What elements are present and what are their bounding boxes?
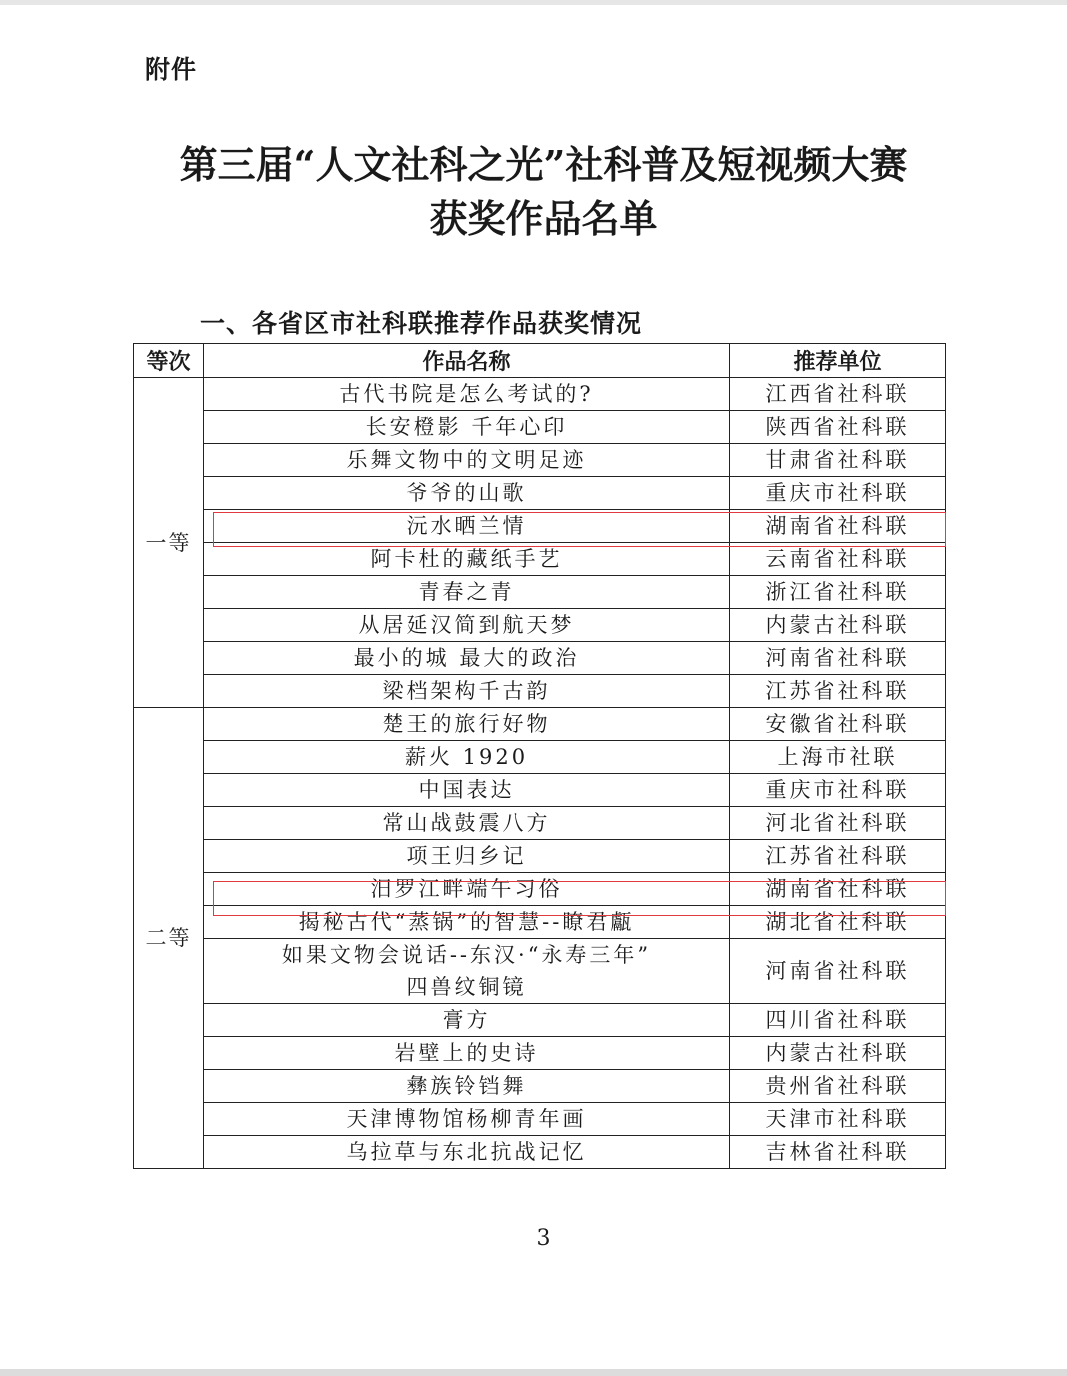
unit-cell: 四川省社科联 [730, 1004, 946, 1037]
table-row [134, 1136, 946, 1169]
page-title [40, 138, 1047, 246]
unit-cell: 湖南省社科联 [730, 873, 946, 906]
unit-cell: 甘肃省社科联 [730, 444, 946, 477]
table-row [134, 807, 946, 840]
unit-cell: 重庆市社科联 [730, 774, 946, 807]
table-row [134, 411, 946, 444]
work-name-cell: 楚王的旅行好物 [204, 708, 730, 741]
work-name-cell: 从居延汉简到航天梦 [204, 609, 730, 642]
table-row [134, 708, 946, 741]
header-tier: 等次 [134, 344, 204, 378]
work-name-cell: 最小的城 最大的政治 [204, 642, 730, 675]
unit-cell: 湖南省社科联 [730, 510, 946, 543]
unit-cell: 河南省社科联 [730, 939, 946, 1004]
title-line-1: 第三届“人文社科之光”社科普及短视频大赛 [179, 142, 908, 187]
header-work-name: 作品名称 [204, 344, 730, 378]
work-name-cell: 薪火 1920 [204, 741, 730, 774]
table-row [134, 1070, 946, 1103]
unit-cell: 湖北省社科联 [730, 906, 946, 939]
table-row [134, 939, 946, 1004]
table-row [134, 1037, 946, 1070]
table-row [134, 675, 946, 708]
work-name-cell: 中国表达 [204, 774, 730, 807]
work-name-cell: 膏方 [204, 1004, 730, 1037]
table-row-highlighted [134, 510, 946, 543]
work-name-cell: 爷爷的山歌 [204, 477, 730, 510]
work-name-cell: 长安橙影 千年心印 [204, 411, 730, 444]
table-row [134, 642, 946, 675]
work-name-cell: 阿卡杜的藏纸手艺 [204, 543, 730, 576]
tier-cell-first: 一等 [134, 378, 204, 708]
table-header-row [134, 344, 946, 378]
page-number: 3 [536, 1226, 551, 1251]
work-name-cell: 岩壁上的史诗 [204, 1037, 730, 1070]
table-row-highlighted [134, 873, 946, 906]
table-row [134, 906, 946, 939]
work-name-cell: 沅水晒兰情 [204, 510, 730, 543]
unit-cell: 重庆市社科联 [730, 477, 946, 510]
work-name-cell: 项王归乡记 [204, 840, 730, 873]
unit-cell: 江西省社科联 [730, 378, 946, 411]
work-name-cell: 乌拉草与东北抗战记忆 [204, 1136, 730, 1169]
awards-table [133, 343, 946, 1169]
work-name-cell: 常山战鼓震八方 [204, 807, 730, 840]
top-edge-bar [0, 0, 1067, 5]
table-row [134, 609, 946, 642]
work-name-line-1: 如果文物会说话--东汉·“永寿三年” [281, 943, 652, 967]
unit-cell: 浙江省社科联 [730, 576, 946, 609]
work-name-cell: 乐舞文物中的文明足迹 [204, 444, 730, 477]
tier-cell-second: 二等 [134, 708, 204, 1169]
unit-cell: 安徽省社科联 [730, 708, 946, 741]
unit-cell: 云南省社科联 [730, 543, 946, 576]
work-name-cell: 梁档架构千古韵 [204, 675, 730, 708]
table-row [134, 1004, 946, 1037]
work-name-cell: 彝族铃铛舞 [204, 1070, 730, 1103]
unit-cell: 吉林省社科联 [730, 1136, 946, 1169]
bottom-edge-bar [0, 1369, 1067, 1376]
unit-cell: 河北省社科联 [730, 807, 946, 840]
table-row [134, 840, 946, 873]
unit-cell: 天津市社科联 [730, 1103, 946, 1136]
unit-cell: 内蒙古社科联 [730, 609, 946, 642]
work-name-line-2: 四兽纹铜镜 [406, 975, 527, 999]
table-row [134, 774, 946, 807]
work-name-cell: 汨罗江畔端午习俗 [204, 873, 730, 906]
work-name-cell: 青春之青 [204, 576, 730, 609]
table-row [134, 378, 946, 411]
section-heading: 一、各省区市社科联推荐作品获奖情况 [200, 309, 643, 338]
table-row [134, 444, 946, 477]
table-row [134, 543, 946, 576]
title-line-2: 获奖作品名单 [429, 196, 658, 241]
unit-cell: 内蒙古社科联 [730, 1037, 946, 1070]
table-row [134, 576, 946, 609]
attachment-label: 附件 [145, 55, 198, 84]
unit-cell: 上海市社联 [730, 741, 946, 774]
work-name-cell: 揭秘古代“蒸锅”的智慧--瞭君甗 [204, 906, 730, 939]
table-row [134, 741, 946, 774]
table-row [134, 1103, 946, 1136]
unit-cell: 江苏省社科联 [730, 675, 946, 708]
work-name-cell: 天津博物馆杨柳青年画 [204, 1103, 730, 1136]
unit-cell: 陕西省社科联 [730, 411, 946, 444]
work-name-cell [204, 939, 730, 1004]
work-name-cell: 古代书院是怎么考试的? [204, 378, 730, 411]
unit-cell: 江苏省社科联 [730, 840, 946, 873]
unit-cell: 贵州省社科联 [730, 1070, 946, 1103]
unit-cell: 河南省社科联 [730, 642, 946, 675]
table-row [134, 477, 946, 510]
header-recommending-unit: 推荐单位 [730, 344, 946, 378]
